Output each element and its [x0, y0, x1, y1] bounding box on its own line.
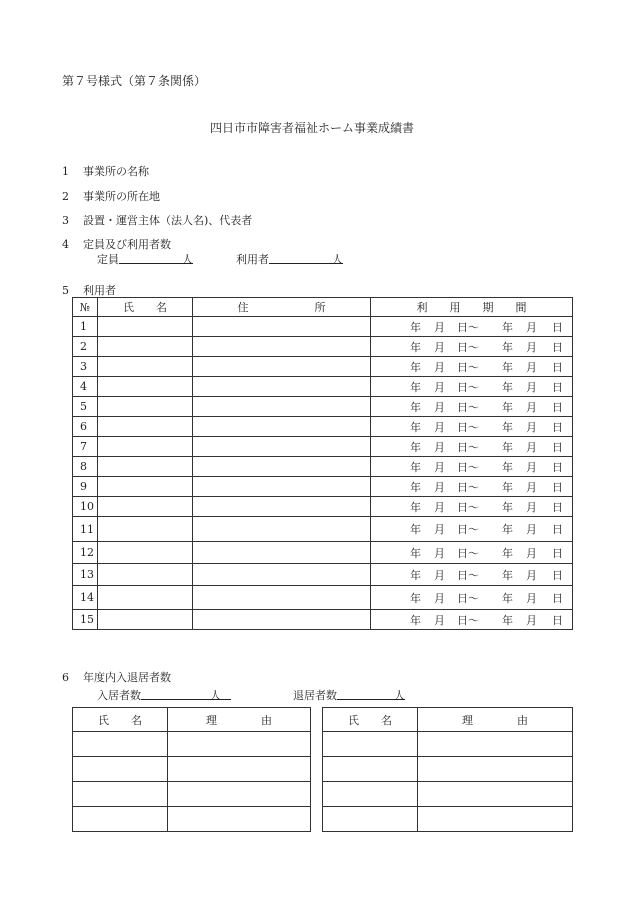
period-day-end: 日: [552, 440, 563, 454]
period-year-start: 年: [410, 380, 421, 394]
period-month-start: 月: [434, 320, 445, 334]
table-row: [73, 732, 311, 757]
item-3: [62, 212, 252, 228]
address-cell: [193, 337, 371, 357]
address-cell: [193, 610, 371, 630]
name-cell: [98, 417, 193, 437]
period-month-end: 月: [526, 340, 537, 354]
period-cell: [371, 437, 573, 457]
table-row: [73, 757, 311, 782]
capacity-label: 定員: [97, 253, 119, 266]
name-cell: [98, 517, 193, 542]
period-day-end: 日: [552, 480, 563, 494]
period-month-end: 月: [526, 400, 537, 414]
section5-label: 利用者: [83, 284, 116, 297]
period-year-end: 年: [502, 360, 513, 374]
period-month-start: 月: [434, 400, 445, 414]
period-year-start: 年: [410, 591, 421, 605]
period-month-start: 月: [434, 340, 445, 354]
in-label: 入居者数: [97, 689, 141, 702]
name-cell: [98, 497, 193, 517]
section5-no: 5: [62, 284, 69, 297]
period-year-start: 年: [410, 340, 421, 354]
period-year-start: 年: [410, 420, 421, 434]
period-day-start: 日〜: [457, 340, 479, 354]
item-2: [62, 188, 160, 204]
period-cell: [371, 377, 573, 397]
period-month-start: 月: [434, 380, 445, 394]
name-cell: [98, 357, 193, 377]
period-year-end: 年: [502, 480, 513, 494]
table-row: [73, 377, 573, 397]
address-cell: [193, 497, 371, 517]
section6-label: 年度内入退居者数: [83, 671, 171, 684]
address-cell: [193, 542, 371, 564]
table-row: [73, 497, 573, 517]
row-no: 15: [73, 610, 98, 630]
period-cell: [371, 397, 573, 417]
move-in-name-cell: [73, 782, 168, 807]
move-out-reason-cell: [418, 732, 573, 757]
address-cell: [193, 317, 371, 337]
period-day-end: 日: [552, 320, 563, 334]
period-year-end: 年: [502, 568, 513, 582]
period-year-end: 年: [502, 500, 513, 514]
header-period: 利 用 期 間: [371, 298, 573, 317]
period-year-end: 年: [502, 613, 513, 627]
table-row: [73, 397, 573, 417]
period-day-start: 日〜: [457, 480, 479, 494]
row-no: 9: [73, 477, 98, 497]
in-unit: 人: [210, 689, 221, 702]
period-day-start: 日〜: [457, 460, 479, 474]
period-year-start: 年: [410, 568, 421, 582]
period-year-end: 年: [502, 380, 513, 394]
capacity-unit: 人: [182, 253, 193, 266]
row-no: 2: [73, 337, 98, 357]
row-no: 7: [73, 437, 98, 457]
name-cell: [98, 586, 193, 610]
period-month-end: 月: [526, 380, 537, 394]
period-year-start: 年: [410, 400, 421, 414]
period-day-end: 日: [552, 591, 563, 605]
period-cell: [371, 497, 573, 517]
period-day-start: 日〜: [457, 400, 479, 414]
address-cell: [193, 517, 371, 542]
period-day-end: 日: [552, 360, 563, 374]
period-cell: [371, 417, 573, 437]
period-month-start: 月: [434, 480, 445, 494]
period-day-start: 日〜: [457, 320, 479, 334]
table-row: [73, 517, 573, 542]
period-cell: [371, 477, 573, 497]
move-in-name-cell: [73, 732, 168, 757]
period-year-end: 年: [502, 320, 513, 334]
name-cell: [98, 457, 193, 477]
period-month-end: 月: [526, 591, 537, 605]
move-out-reason-cell: [418, 807, 573, 832]
move-out-name-cell: [323, 782, 418, 807]
capacity-line: [97, 251, 343, 267]
move-in-reason-cell: [168, 782, 311, 807]
row-no: 8: [73, 457, 98, 477]
users-unit: 人: [332, 253, 343, 266]
move-out-name-cell: [323, 807, 418, 832]
move-out-name-cell: [323, 757, 418, 782]
name-cell: [98, 437, 193, 457]
out-label: 退居者数: [293, 689, 337, 702]
period-day-start: 日〜: [457, 420, 479, 434]
period-month-end: 月: [526, 420, 537, 434]
table-row: [73, 586, 573, 610]
move-in-name-cell: [73, 807, 168, 832]
period-year-end: 年: [502, 523, 513, 536]
table-row: [73, 542, 573, 564]
users-label: 利用者: [236, 253, 269, 266]
table-row: [73, 457, 573, 477]
table-row: [73, 782, 311, 807]
item-no: 4: [62, 238, 69, 251]
period-year-start: 年: [410, 523, 421, 536]
period-day-end: 日: [552, 613, 563, 627]
row-no: 1: [73, 317, 98, 337]
period-month-start: 月: [434, 613, 445, 627]
item-4: [62, 236, 171, 252]
item-label: 設置・運営主体（法人名)、代表者: [83, 214, 253, 227]
section6-no: 6: [62, 671, 69, 684]
period-year-end: 年: [502, 400, 513, 414]
address-cell: [193, 564, 371, 586]
item-no: 1: [62, 165, 69, 178]
row-no: 10: [73, 497, 98, 517]
period-month-start: 月: [434, 420, 445, 434]
period-year-end: 年: [502, 420, 513, 434]
section6-heading: [62, 669, 171, 685]
name-cell: [98, 317, 193, 337]
header-address: 住 所: [193, 298, 371, 317]
row-no: 6: [73, 417, 98, 437]
move-out-header-reason: 理 由: [418, 708, 573, 732]
period-day-start: 日〜: [457, 500, 479, 514]
name-cell: [98, 477, 193, 497]
move-out-header-name: 氏 名: [323, 708, 418, 732]
period-year-start: 年: [410, 480, 421, 494]
address-cell: [193, 417, 371, 437]
period-day-end: 日: [552, 340, 563, 354]
period-day-start: 日〜: [457, 380, 479, 394]
period-day-start: 日〜: [457, 546, 479, 560]
period-cell: [371, 357, 573, 377]
table-row: [323, 757, 573, 782]
period-day-end: 日: [552, 568, 563, 582]
movement-counts: [97, 687, 405, 703]
table-row: [73, 610, 573, 630]
period-month-end: 月: [526, 480, 537, 494]
period-month-start: 月: [434, 591, 445, 605]
period-day-end: 日: [552, 523, 563, 536]
table-row: [73, 807, 311, 832]
period-day-end: 日: [552, 400, 563, 414]
item-no: 2: [62, 190, 69, 203]
period-cell: [371, 457, 573, 477]
name-cell: [98, 397, 193, 417]
period-cell: [371, 564, 573, 586]
name-cell: [98, 610, 193, 630]
page-title: 四日市市障害者福祉ホーム事業成績書: [210, 121, 415, 135]
move-in-table: [72, 707, 311, 832]
period-day-start: 日〜: [457, 440, 479, 454]
table-row: [73, 317, 573, 337]
period-day-start: 日〜: [457, 523, 479, 536]
period-cell: [371, 517, 573, 542]
period-month-start: 月: [434, 546, 445, 560]
period-month-end: 月: [526, 460, 537, 474]
table-row: [73, 357, 573, 377]
period-year-start: 年: [410, 546, 421, 560]
period-month-end: 月: [526, 613, 537, 627]
item-no: 3: [62, 214, 69, 227]
period-month-end: 月: [526, 546, 537, 560]
address-cell: [193, 437, 371, 457]
users-blank: [269, 251, 343, 264]
item-label: 事業所の名称: [83, 165, 149, 178]
period-month-start: 月: [434, 460, 445, 474]
item-1: [62, 163, 149, 179]
period-cell: [371, 586, 573, 610]
period-day-end: 日: [552, 546, 563, 560]
period-day-end: 日: [552, 500, 563, 514]
name-cell: [98, 542, 193, 564]
move-in-reason-cell: [168, 757, 311, 782]
table-row: [323, 782, 573, 807]
period-day-end: 日: [552, 380, 563, 394]
address-cell: [193, 397, 371, 417]
period-month-start: 月: [434, 440, 445, 454]
header-name: 氏 名: [98, 298, 193, 317]
address-cell: [193, 457, 371, 477]
header-no: №: [73, 298, 98, 317]
period-year-start: 年: [410, 360, 421, 374]
table-row: [73, 477, 573, 497]
move-in-reason-cell: [168, 807, 311, 832]
table-row: [323, 807, 573, 832]
move-out-reason-cell: [418, 782, 573, 807]
period-day-start: 日〜: [457, 613, 479, 627]
period-day-start: 日〜: [457, 568, 479, 582]
address-cell: [193, 377, 371, 397]
name-cell: [98, 377, 193, 397]
period-year-end: 年: [502, 340, 513, 354]
period-year-end: 年: [502, 591, 513, 605]
row-no: 13: [73, 564, 98, 586]
period-month-end: 月: [526, 440, 537, 454]
period-day-end: 日: [552, 460, 563, 474]
period-year-start: 年: [410, 500, 421, 514]
move-in-header-reason: 理 由: [168, 708, 311, 732]
period-day-start: 日〜: [457, 360, 479, 374]
address-cell: [193, 357, 371, 377]
period-year-start: 年: [410, 320, 421, 334]
period-cell: [371, 542, 573, 564]
form-number: 第７号様式（第７条関係）: [62, 74, 207, 88]
period-year-start: 年: [410, 440, 421, 454]
table-row: [73, 564, 573, 586]
period-month-end: 月: [526, 320, 537, 334]
row-no: 5: [73, 397, 98, 417]
out-blank: [337, 687, 405, 700]
period-cell: [371, 610, 573, 630]
period-month-end: 月: [526, 568, 537, 582]
row-no: 12: [73, 542, 98, 564]
move-in-header-name: 氏 名: [73, 708, 168, 732]
period-month-start: 月: [434, 523, 445, 536]
period-cell: [371, 317, 573, 337]
section5-heading: [62, 282, 116, 298]
address-cell: [193, 477, 371, 497]
users-table: [72, 297, 573, 630]
period-year-start: 年: [410, 613, 421, 627]
move-out-table: [322, 707, 573, 832]
period-month-end: 月: [526, 500, 537, 514]
table-row: [73, 337, 573, 357]
period-year-end: 年: [502, 546, 513, 560]
move-in-reason-cell: [168, 732, 311, 757]
period-month-start: 月: [434, 568, 445, 582]
table-row: [73, 437, 573, 457]
table-row: [73, 417, 573, 437]
name-cell: [98, 564, 193, 586]
period-year-end: 年: [502, 460, 513, 474]
table-row: [323, 732, 573, 757]
period-month-start: 月: [434, 500, 445, 514]
row-no: 4: [73, 377, 98, 397]
period-year-start: 年: [410, 460, 421, 474]
name-cell: [98, 337, 193, 357]
capacity-blank: [119, 251, 193, 264]
move-in-name-cell: [73, 757, 168, 782]
period-day-start: 日〜: [457, 591, 479, 605]
out-unit: 人: [394, 689, 405, 702]
move-out-name-cell: [323, 732, 418, 757]
period-month-end: 月: [526, 360, 537, 374]
address-cell: [193, 586, 371, 610]
row-no: 11: [73, 517, 98, 542]
period-month-end: 月: [526, 523, 537, 536]
move-out-reason-cell: [418, 757, 573, 782]
item-label: 定員及び利用者数: [83, 238, 171, 251]
period-month-start: 月: [434, 360, 445, 374]
row-no: 3: [73, 357, 98, 377]
period-cell: [371, 337, 573, 357]
in-blank: [141, 687, 231, 700]
item-label: 事業所の所在地: [83, 190, 160, 203]
period-day-end: 日: [552, 420, 563, 434]
row-no: 14: [73, 586, 98, 610]
period-year-end: 年: [502, 440, 513, 454]
